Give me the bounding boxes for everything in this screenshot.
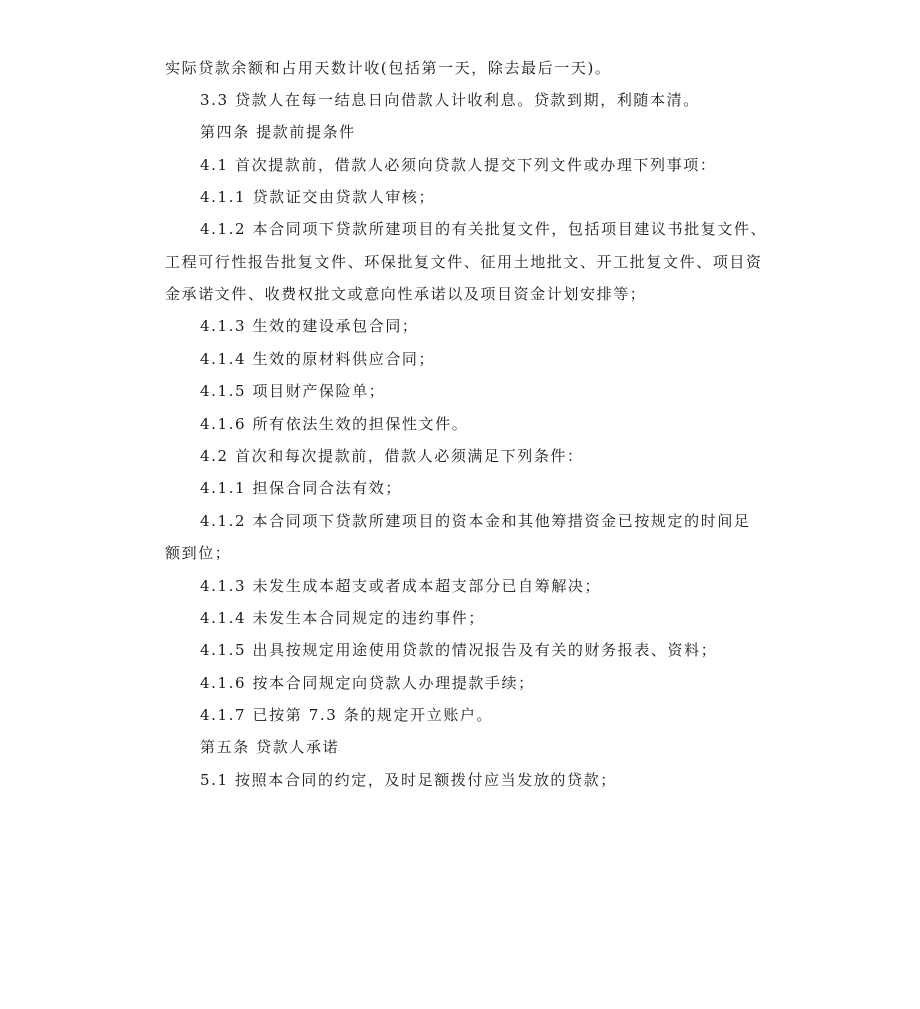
clause-4-1-3: 4.1.3 生效的建设承包合同； <box>200 317 419 335</box>
article-4-heading: 第四条 提款前提条件 <box>200 123 356 141</box>
clause-4-2-7: 4.1.7 已按第 7.3 条的规定开立账户。 <box>200 706 494 724</box>
text-line-continuation: 实际贷款余额和占用天数计收(包括第一天，除去最后一天)。 <box>165 59 612 77</box>
clause-4-1-1: 4.1.1 贷款证交由贷款人审核； <box>200 188 436 206</box>
clause-3-3: 3.3 贷款人在每一结息日向借款人计收利息。贷款到期，利随本清。 <box>200 91 700 109</box>
clause-4-2-6: 4.1.6 按本合同规定向贷款人办理提款手续； <box>200 674 535 692</box>
clause-4-2-2-continued: 额到位； <box>165 544 232 562</box>
clause-4-1-4: 4.1.4 生效的原材料供应合同； <box>200 350 436 368</box>
clause-4-1: 4.1 首次提款前，借款人必须向贷款人提交下列文件或办理下列事项： <box>200 156 717 174</box>
clause-4-1-2-continued: 工程可行性报告批复文件、环保批复文件、征用土地批文、开工批复文件、项目资 <box>165 253 763 271</box>
clause-4-1-5: 4.1.5 项目财产保险单； <box>200 382 386 400</box>
clause-4-2-5: 4.1.5 出具按规定用途使用贷款的情况报告及有关的财务报表、资料； <box>200 641 718 659</box>
clause-4-2-3: 4.1.3 未发生成本超支或者成本超支部分已自筹解决； <box>200 577 602 595</box>
clause-4-1-2-continued: 金承诺文件、收费权批文或意向性承诺以及项目资金计划安排等； <box>165 285 647 303</box>
article-5-heading: 第五条 贷款人承诺 <box>200 738 340 756</box>
clause-4-1-2: 4.1.2 本合同项下贷款所建项目的有关批复文件，包括项目建议书批复文件、 <box>200 220 768 238</box>
clause-5-1: 5.1 按照本合同的约定，及时足额拨付应当发放的贷款； <box>200 771 617 789</box>
clause-4-2: 4.2 首次和每次提款前，借款人必须满足下列条件： <box>200 447 584 465</box>
clause-4-2-4: 4.1.4 未发生本合同规定的违约事件； <box>200 609 485 627</box>
clause-4-1-6: 4.1.6 所有依法生效的担保性文件。 <box>200 415 469 433</box>
clause-4-2-1: 4.1.1 担保合同合法有效； <box>200 479 402 497</box>
clause-4-2-2: 4.1.2 本合同项下贷款所建项目的资本金和其他筹措资金已按规定的时间足 <box>200 512 751 530</box>
